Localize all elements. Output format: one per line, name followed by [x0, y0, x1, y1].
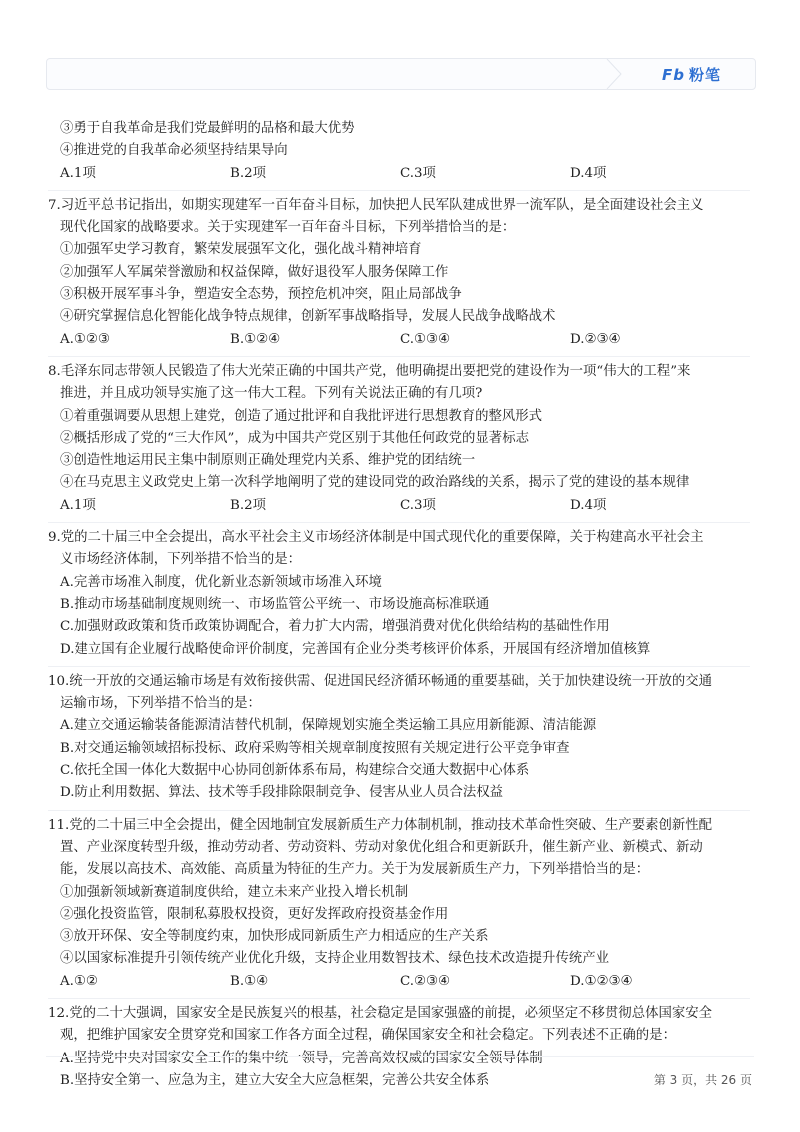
question-8	[48, 361, 750, 517]
option-d[interactable]: D.①②③④	[570, 973, 633, 989]
statement-item: ④推进党的自我革命必须坚持结果导向	[60, 143, 288, 159]
question-6-tail	[60, 118, 750, 185]
option-b[interactable]: B.①④	[230, 973, 269, 989]
question-stem: 运输市场，下列举措不恰当的是：	[60, 696, 261, 712]
option-c[interactable]: C.依托全国一体化大数据中心协同创新体系布局，构建综合交通大数据中心体系	[60, 763, 530, 779]
question-divider	[48, 356, 750, 357]
question-10	[48, 671, 750, 805]
question-stem: 能，发展以高技术、高效能、高质量为特征的生产力。关于为发展新质生产力，下列举措恰当的是：	[60, 862, 650, 878]
question-stem: 义市场经济体制，下列举措不恰当的是：	[60, 552, 302, 568]
statement-item: ③放开环保、安全等制度约束，加快形成同新质生产力相适应的生产关系	[60, 929, 489, 945]
question-divider	[48, 810, 750, 811]
statement-item: ④研究掌握信息化智能化战争特点规律，创新军事战略指导，发展人民战争战略战术	[60, 309, 556, 325]
question-stem: 9.党的二十届三中全会提出，高水平社会主义市场经济体制是中国式现代化的重要保障，关于构建高水平社会主	[48, 530, 704, 546]
question-7	[48, 195, 750, 351]
answer-options	[60, 971, 750, 993]
option-c[interactable]: C.②③④	[400, 973, 451, 989]
option-d[interactable]: D.4项	[570, 165, 607, 181]
question-divider	[48, 666, 750, 667]
page-header	[46, 58, 756, 90]
statement-item: ①加强军史学习教育，繁荣发展强军文化，强化战斗精神培育	[60, 242, 422, 258]
statement-item: ②强化投资监管，限制私募股权投资，更好发挥政府投资基金作用	[60, 906, 449, 922]
header-chevron-icon	[605, 59, 625, 89]
option-a[interactable]: A.①②	[60, 973, 98, 989]
statement-item: ③勇于自我革命是我们党最鲜明的品格和最大优势	[60, 121, 355, 136]
option-c[interactable]: C.加强财政政策和货币政策协调配合，着力扩大内需，增强消费对优化供给结构的基础性作用	[60, 619, 610, 635]
statement-item: ①加强新领域新赛道制度供给，建立未来产业投入增长机制	[60, 884, 409, 900]
option-a[interactable]: A.①②③	[60, 331, 110, 347]
question-content	[48, 118, 750, 1092]
option-a[interactable]: A.完善市场准入制度，优化新业态新领域市场准入环境	[60, 574, 382, 590]
question-stem: 7.习近平总书记指出，如期实现建军一百年奋斗目标，加快把人民军队建成世界一流军队，是全面建设社会主义	[48, 197, 704, 213]
option-b[interactable]: B.①②④	[230, 331, 281, 347]
statement-item: ③创造性地运用民主集中制原则正确处理党内关系、维护党的团结统一	[60, 453, 476, 469]
question-stem: 12.党的二十大强调，国家安全是民族复兴的根基，社会稳定是国家强盛的前提，必须坚定不移贯彻总体国家安全	[48, 1005, 713, 1021]
option-b[interactable]: B.坚持安全第一、应急为主，建立大安全大应急框架，完善公共安全体系	[60, 1072, 490, 1088]
question-stem: 现代化国家的战略要求。关于实现建军一百年奋斗目标，下列举措恰当的是：	[60, 220, 516, 236]
option-d[interactable]: D.②③④	[570, 331, 621, 347]
option-b[interactable]: B.对交通运输领域招标投标、政府采购等相关规章制度按照有关规定进行公平竞争审查	[60, 740, 570, 756]
question-divider	[48, 998, 750, 999]
statement-item: ④以国家标准提升引领传统产业优化升级，支持企业用数智技术、绿色技术改造提升传统产业	[60, 951, 610, 967]
question-stem: 10.统一开放的交通运输市场是有效衔接供需、促进国民经济循环畅通的重要基础，关于加快建设统一开放的交通	[48, 673, 713, 689]
question-12	[48, 1003, 750, 1092]
question-stem: 8.毛泽东同志带领人民锻造了伟大光荣正确的中国共产党，他明确提出要把党的建设作为一项“伟大的工程”来	[48, 363, 691, 379]
option-d[interactable]: D.建立国有企业履行战略使命评价制度，完善国有企业分类考核评价体系，开展国有经济增加值核算	[60, 641, 651, 657]
question-divider	[48, 522, 750, 523]
answer-options	[60, 163, 750, 185]
statement-item: ④在马克思主义政党史上第一次科学地阐明了党的建设同党的政治路线的关系，揭示了党的建设的基本规律	[60, 475, 690, 491]
option-a[interactable]: A.建立交通运输装备能源清洁替代机制，保障规划实施全类运输工具应用新能源、清洁能源	[60, 718, 597, 734]
option-c[interactable]: C.①③④	[400, 331, 451, 347]
question-11	[48, 815, 750, 993]
option-a[interactable]: A.1项	[60, 165, 96, 181]
option-c[interactable]: C.3项	[400, 165, 436, 181]
option-c[interactable]: C.3项	[400, 497, 436, 513]
statement-item: ②概括形成了党的“三大作风”，成为中国共产党区别于其他任何政党的显著标志	[60, 430, 529, 446]
answer-options	[60, 329, 750, 351]
option-d[interactable]: D.防止利用数据、算法、技术等手段排除限制竞争、侵害从业人员合法权益	[60, 785, 504, 801]
option-b[interactable]: B.2项	[230, 497, 267, 513]
question-stem: 置、产业深度转型升级，推动劳动者、劳动资料、劳动对象优化组合和更新跃升，催生新产业、新模式、新动	[60, 839, 703, 855]
option-a[interactable]: A.坚持党中央对国家安全工作的集中统一领导，完善高效权威的国家安全领导体制	[60, 1050, 543, 1066]
statement-item: ③积极开展军事斗争，塑造安全态势，预控危机冲突，阻止局部战争	[60, 287, 462, 303]
question-stem: 推进，并且成功领导实施了这一伟大工程。下列有关说法正确的有几项?	[60, 386, 483, 402]
statement-item: ②加强军人军属荣誉激励和权益保障，做好退役军人服务保障工作	[60, 264, 449, 280]
statement-item: ①着重强调要从思想上建党，创造了通过批评和自我批评进行思想教育的整风形式	[60, 408, 543, 424]
option-d[interactable]: D.4项	[570, 497, 607, 513]
question-divider	[48, 190, 750, 191]
option-b[interactable]: B.推动市场基础制度规则统一、市场监管公平统一、市场设施高标准联通	[60, 596, 490, 612]
answer-options	[60, 495, 750, 517]
option-b[interactable]: B.2项	[230, 165, 267, 181]
footer-divider	[46, 1056, 754, 1057]
question-stem: 11.党的二十届三中全会提出，健全因地制宜发展新质生产力体制机制，推动技术革命性突破、生产要素创新性配	[48, 817, 713, 833]
question-9	[48, 527, 750, 661]
question-stem: 观，把维护国家安全贯穿党和国家工作各方面全过程，确保国家安全和社会稳定。下列表述不正确的是：	[60, 1028, 676, 1044]
brand-logo: Fb 粉笔	[662, 66, 721, 84]
page-number: 第 3 页，共 26 页	[653, 1073, 752, 1087]
option-a[interactable]: A.1项	[60, 497, 96, 513]
